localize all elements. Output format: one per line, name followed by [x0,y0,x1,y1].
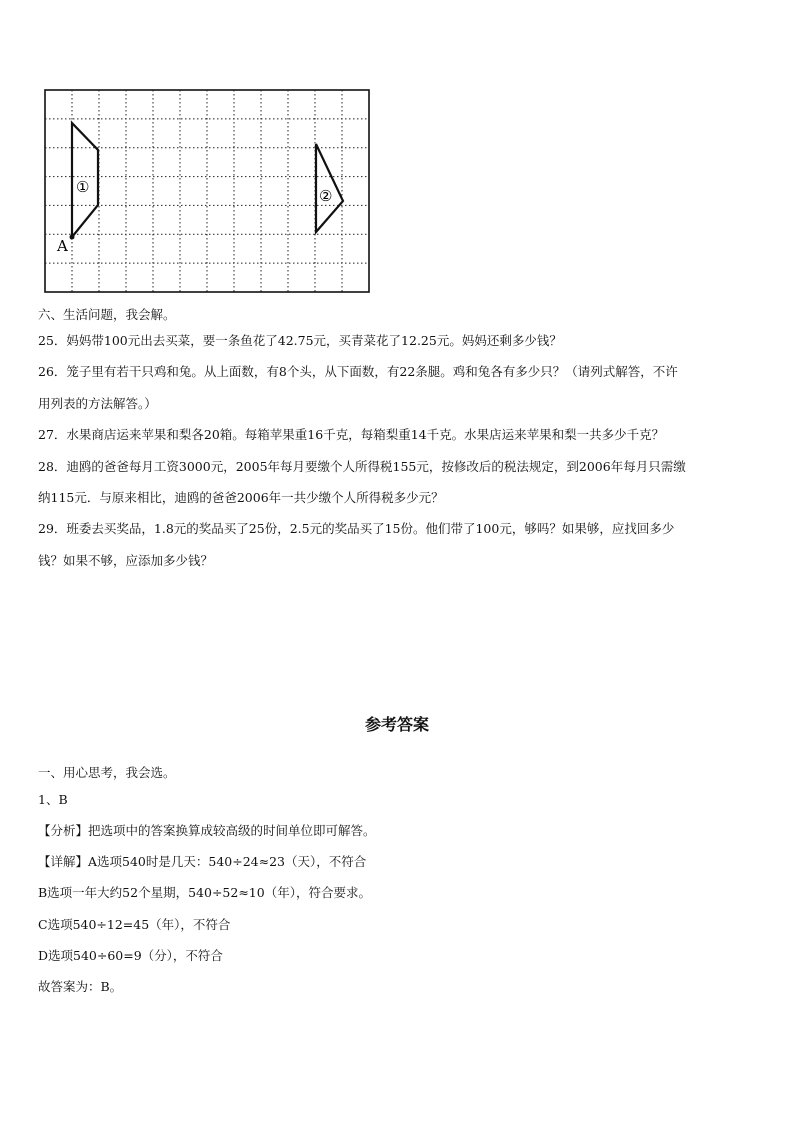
shape-2-label: ② [319,187,333,205]
point-a-dot [70,235,75,240]
answer-detail-a: 【详解】A选项540时是几天：540÷24≈23（天），不符合 [38,854,367,869]
question-26-line-2: 用列表的方法解答。） [38,396,157,411]
answer-conclusion: 故答案为：B。 [38,979,123,994]
answer-detail-c: C选项540÷12=45（年），不符合 [38,917,231,932]
point-a-label: A [57,237,68,255]
grid-figure [40,86,376,298]
question-29-line-1: 29．班委去买奖品，1.8元的奖品买了25份，2.5元的奖品买了15份。他们带了100元，够吗？如果够，应找回多少 [38,521,675,536]
answer-detail-b: B选项一年大约52个星期，540÷52≈10（年），符合要求。 [38,885,371,900]
question-25: 25．妈妈带100元出去买菜，要一条鱼花了42.75元，买青菜花了12.25元。妈妈还剩多少钱？ [38,333,562,348]
question-28-line-2: 纳115元．与原来相比，迪鸥的爸爸2006年一共少缴个人所得税多少元？ [38,490,444,505]
answers-title: 参考答案 [364,715,429,734]
section-heading-6: 六、生活问题，我会解。 [38,307,176,322]
question-26-line-1: 26．笼子里有若干只鸡和兔。从上面数，有8个头，从下面数，有22条腿。鸡和兔各有多少只？（请列式解答，不许 [38,364,678,379]
question-28-line-1: 28．迪鸥的爸爸每月工资3000元，2005年每月要缴个人所得税155元，按修改后的税法规定，到2006年每月只需缴 [38,459,686,474]
answer-1: 1、B [38,792,68,807]
answer-analysis: 【分析】把选项中的答案换算成较高级的时间单位即可解答。 [38,823,376,838]
answer-detail-d: D选项540÷60=9（分），不符合 [38,948,223,963]
answers-part1-heading: 一、用心思考，我会选。 [38,765,176,780]
question-29-line-2: 钱？如果不够，应添加多少钱？ [38,553,214,568]
grid-diagram [40,86,376,298]
question-27: 27．水果商店运来苹果和梨各20箱。每箱苹果重16千克，每箱梨重14千克。水果店运来苹果和梨一共多少千克？ [38,427,665,442]
shape-1-label: ① [76,178,90,196]
